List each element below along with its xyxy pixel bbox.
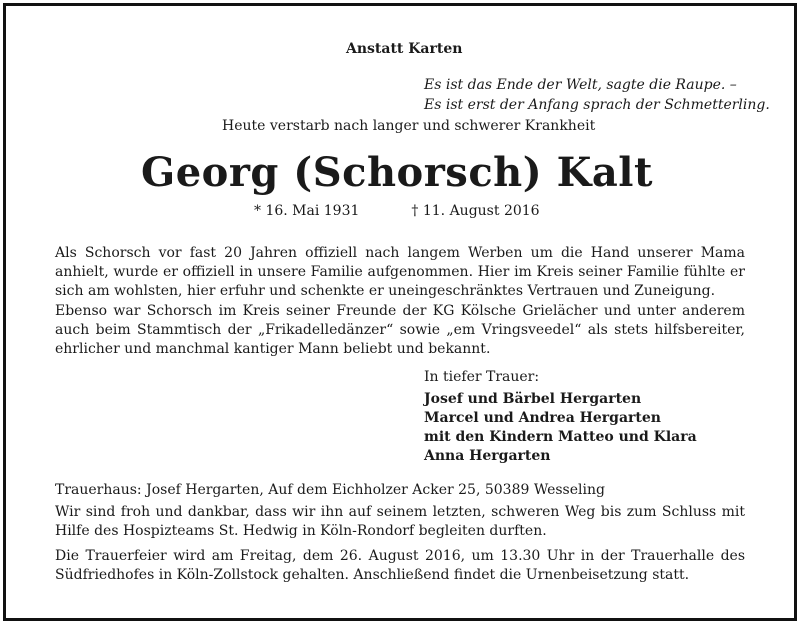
life-dates [254,203,540,219]
paragraph-funeral: Die Trauerfeier wird am Freitag, dem 26. August 2016, um 13.30 Uhr in der Trauerhalle des Südfriedhofes in Köln-Zollstock gehalten. Anschließend findet die Urnenbeisetzung statt. [55,548,745,583]
birth-date: * 16. Mai 1931 [254,203,360,219]
notice-header: Anstatt Karten [346,41,463,57]
mourner: Josef und Bärbel Hergarten [424,391,642,407]
mourning-title: In tiefer Trauer: [424,369,540,385]
deceased-name: Georg (Schorsch) Kalt [141,149,653,196]
death-date: † 11. August 2016 [411,203,540,219]
mourner: Marcel und Andrea Hergarten [424,410,661,426]
quote [424,75,770,115]
intro-line: Heute verstarb nach langer und schwerer Krankheit [222,118,596,134]
quote-line: Es ist das Ende der Welt, sagte die Raupe. – [424,77,737,93]
paragraph-family: Als Schorsch vor fast 20 Jahren offiziell nach langem Werben um die Hand unserer Mama anhielt, wurde er offiziell in unsere Familie aufgenommen. Hier im Kreis seiner Familie fühlte er sich am wohlsten, hier erfuhr und schenkte er uneingeschränktes Vertrauen und Zuneigung. [55,245,745,299]
mourner: mit den Kindern Matteo und Klara [424,429,697,445]
paragraph-thanks: Wir sind froh und dankbar, dass wir ihn auf seinem letzten, schweren Weg bis zum Schluss mit Hilfe des Hospizteams St. Hedwig in Köln-Rondorf begleiten durften. [55,504,745,539]
paragraph-friends: Ebenso war Schorsch im Kreis seiner Freunde der KG Kölsche Grielächer und unter anderem auch beim Stammtisch der „Frikadelledänzer“ sowie „em Vringsveedel“ als stets hilfsbereiter, ehrlicher und manchmal kantiger Mann beliebt und bekannt. [55,303,745,357]
mourner: Anna Hergarten [424,448,551,464]
quote-line: Es ist erst der Anfang sprach der Schmetterling. [424,97,770,113]
mourners-list [424,390,697,466]
mourning-house: Trauerhaus: Josef Hergarten, Auf dem Eichholzer Acker 25, 50389 Wesseling [55,482,605,498]
